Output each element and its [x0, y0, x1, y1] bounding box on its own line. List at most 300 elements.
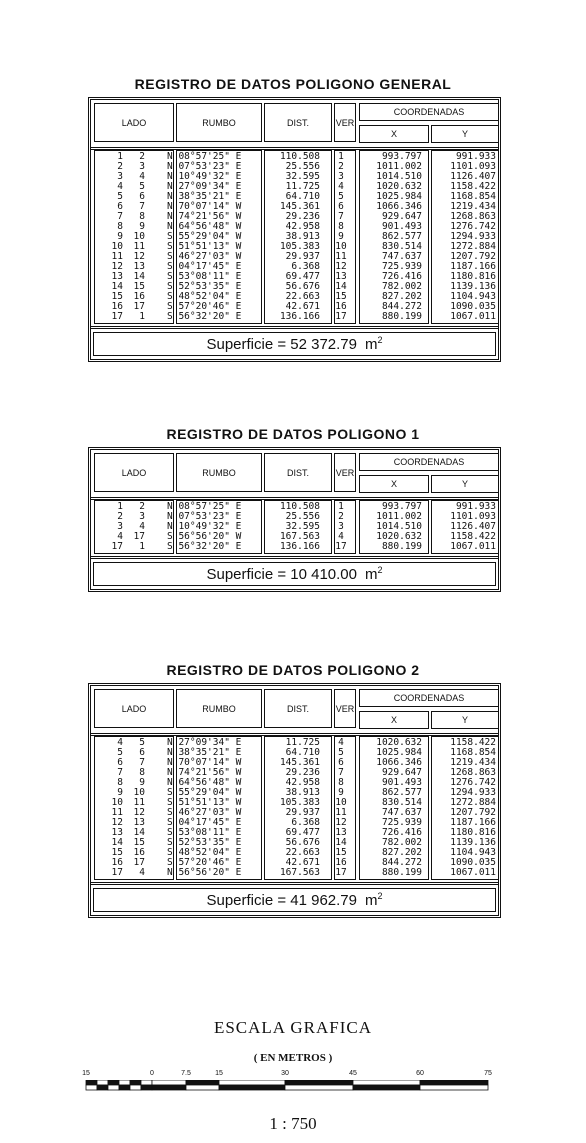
cell-coord-x: 1014.510 [376, 171, 422, 182]
cell-lado-from: 17 [111, 311, 123, 322]
cell-dist: 29.236 [285, 211, 320, 222]
cell-ver: 17 [335, 541, 347, 552]
cell-lado-from: 16 [111, 857, 123, 868]
table-header [91, 686, 498, 736]
cell-ver: 5 [338, 191, 344, 202]
cell-rumbo: N 70°07'14" W [167, 757, 242, 768]
cell-dist: 64.710 [285, 747, 320, 758]
header-y: Y [431, 711, 499, 729]
scale-segment [97, 1085, 108, 1090]
scale-tick-label: 15 [215, 1070, 223, 1077]
cell-lado-to: 13 [133, 261, 145, 272]
cell-lado-from: 5 [117, 747, 123, 758]
cell-ver: 5 [338, 747, 344, 758]
cell-ver: 11 [335, 807, 347, 818]
cell-lado-from: 14 [111, 281, 123, 292]
cell-coord-y: 1187.166 [450, 817, 496, 828]
header-lado: LADO [94, 453, 174, 492]
superficie-value: Superficie = 52 372.79 [206, 336, 357, 353]
scale-tick-label: 45 [349, 1070, 357, 1077]
cell-lado-from: 1 [117, 151, 123, 162]
cell-lado-to: 13 [133, 817, 145, 828]
cell-rumbo: S 46°27'03" W [167, 807, 242, 818]
cell-coord-y: 1268.863 [450, 767, 496, 778]
header-rumbo: RUMBO [176, 453, 262, 492]
header-y: Y [431, 475, 499, 493]
cell-lado-from: 12 [111, 817, 123, 828]
cell-rumbo: S 51°51'13" W [167, 797, 242, 808]
scale-tick-label: 30 [281, 1070, 289, 1077]
cell-ver: 6 [338, 757, 344, 768]
cell-dist: 29.937 [285, 251, 320, 262]
cell-lado-from: 15 [111, 291, 123, 302]
cell-coord-y: 1294.933 [450, 787, 496, 798]
cell-dist: 110.508 [279, 151, 320, 162]
cell-rumbo: N 74°21'56" W [167, 211, 242, 222]
scale-tick-label: 7.5 [181, 1070, 191, 1077]
cell-dist: 105.383 [279, 241, 320, 252]
cell-coord-x: 827.202 [381, 291, 422, 302]
cell-dist: 42.671 [285, 857, 320, 868]
cell-ver: 2 [338, 161, 344, 172]
cell-coord-y: 1126.407 [450, 171, 496, 182]
cell-dist: 64.710 [285, 191, 320, 202]
cell-lado-to: 9 [139, 221, 145, 232]
cell-rumbo: S 46°27'03" W [167, 251, 242, 262]
cell-coord-y: 1294.933 [450, 231, 496, 242]
cell-ver: 15 [335, 291, 347, 302]
cell-lado-to: 3 [139, 161, 145, 172]
cell-lado-from: 3 [117, 171, 123, 182]
cell-rumbo: S 53°08'11" E [167, 827, 242, 838]
cell-lado-to: 8 [139, 211, 145, 222]
cell-coord-x: 929.647 [381, 767, 422, 778]
superficie-unit: m [365, 566, 378, 583]
cell-lado-to: 14 [133, 827, 145, 838]
cell-ver: 16 [335, 301, 347, 312]
cell-ver: 9 [338, 231, 344, 242]
cell-lado-from: 17 [111, 541, 123, 552]
cell-ver: 3 [338, 521, 344, 532]
cell-rumbo: N 07°53'23" E [167, 161, 242, 172]
cell-lado-to: 5 [139, 737, 145, 748]
cell-lado-to: 17 [133, 857, 145, 868]
cell-lado-to: 14 [133, 271, 145, 282]
cell-dist: 32.595 [285, 521, 320, 532]
superficie-row [91, 329, 498, 359]
cell-dist: 29.937 [285, 807, 320, 818]
cell-dist: 145.361 [279, 201, 320, 212]
superficie-value: Superficie = 41 962.79 [206, 892, 357, 909]
header-y: Y [431, 125, 499, 143]
table-title: REGISTRO DE DATOS POLIGONO 1 [166, 426, 420, 442]
cell-lado-from: 10 [111, 797, 123, 808]
scale-segment [130, 1085, 141, 1090]
cell-coord-x: 1020.632 [376, 737, 422, 748]
scale-segment [219, 1085, 285, 1090]
cell-lado-from: 11 [111, 807, 123, 818]
cell-coord-y: 1158.422 [450, 531, 496, 542]
cell-rumbo: N 10°49'32" E [167, 521, 242, 532]
cell-coord-y: 1219.434 [450, 757, 496, 768]
cell-ver: 7 [338, 767, 344, 778]
cell-coord-x: 830.514 [381, 797, 422, 808]
cell-coord-y: 1101.093 [450, 511, 496, 522]
header-x: X [359, 475, 429, 493]
scale-segment [420, 1085, 488, 1090]
scale-segment [108, 1080, 119, 1085]
cell-coord-x: 901.493 [381, 221, 422, 232]
table-header [91, 100, 498, 150]
cell-lado-to: 15 [133, 837, 145, 848]
cell-lado-from: 17 [111, 867, 123, 878]
superficie-unit: m [365, 336, 378, 353]
cell-lado-to: 11 [133, 797, 145, 808]
cell-dist: 56.676 [285, 837, 320, 848]
cell-coord-y: 1272.884 [450, 241, 496, 252]
header-ver: VER [334, 689, 356, 728]
scale-segment [285, 1085, 353, 1090]
cell-coord-x: 782.002 [381, 281, 422, 292]
cell-rumbo: S 55°29'04" W [167, 231, 242, 242]
cell-coord-y: 1090.035 [450, 301, 496, 312]
cell-rumbo: N 08°57'25" E [167, 501, 242, 512]
scale-segment [353, 1080, 420, 1085]
cell-rumbo: S 53°08'11" E [167, 271, 242, 282]
cell-ver: 17 [335, 311, 347, 322]
cell-coord-y: 1158.422 [450, 181, 496, 192]
cell-dist: 145.361 [279, 757, 320, 768]
cell-ver: 4 [338, 531, 344, 542]
scale-segment [119, 1080, 130, 1085]
cell-dist: 105.383 [279, 797, 320, 808]
superficie-unit-exponent: 2 [377, 565, 383, 575]
cell-coord-y: 1101.093 [450, 161, 496, 172]
cell-lado-to: 4 [139, 867, 145, 878]
cell-dist: 167.563 [279, 531, 320, 542]
scale-tick-label: 15 [82, 1070, 90, 1077]
cell-lado-from: 3 [117, 521, 123, 532]
cell-dist: 56.676 [285, 281, 320, 292]
header-ver: VER [334, 103, 356, 142]
cell-lado-from: 15 [111, 847, 123, 858]
cell-lado-to: 4 [139, 521, 145, 532]
cell-lado-to: 2 [139, 151, 145, 162]
cell-lado-from: 10 [111, 241, 123, 252]
cell-coord-x: 1066.346 [376, 201, 422, 212]
cell-coord-y: 1139.136 [450, 281, 496, 292]
cell-coord-x: 1025.984 [376, 191, 422, 202]
cell-rumbo: S 57°20'46" E [167, 301, 242, 312]
cell-rumbo: S 52°53'35" E [167, 281, 242, 292]
cell-lado-to: 5 [139, 181, 145, 192]
cell-coord-x: 747.637 [381, 251, 422, 262]
cell-lado-to: 10 [133, 231, 145, 242]
cell-ver: 10 [335, 797, 347, 808]
cell-dist: 110.508 [279, 501, 320, 512]
scale-segment [152, 1085, 186, 1090]
cell-coord-x: 901.493 [381, 777, 422, 788]
cell-dist: 29.236 [285, 767, 320, 778]
superficie-unit: m [365, 892, 378, 909]
cell-dist: 22.663 [285, 847, 320, 858]
cell-coord-x: 862.577 [381, 787, 422, 798]
cell-coord-y: 1126.407 [450, 521, 496, 532]
cell-ver: 17 [335, 867, 347, 878]
scale-segment [97, 1080, 108, 1085]
cell-coord-y: 1268.863 [450, 211, 496, 222]
cell-coord-x: 1025.984 [376, 747, 422, 758]
cell-rumbo: S 57°20'46" E [167, 857, 242, 868]
header-x: X [359, 125, 429, 143]
scale-segment [130, 1080, 141, 1085]
data-table [88, 683, 501, 918]
cell-rumbo: S 48°52'04" E [167, 291, 242, 302]
scale-bar [0, 1080, 586, 1100]
cell-dist: 69.477 [285, 271, 320, 282]
superficie-row [91, 885, 498, 915]
cell-lado-from: 14 [111, 837, 123, 848]
cell-ver: 16 [335, 857, 347, 868]
cell-lado-to: 16 [133, 291, 145, 302]
table-row [91, 312, 498, 322]
cell-lado-to: 1 [139, 311, 145, 322]
header-coordenadas: COORDENADAS [359, 689, 499, 707]
cell-lado-to: 10 [133, 787, 145, 798]
scale-segment [141, 1080, 152, 1085]
scale-subtitle: ( EN METROS ) [253, 1052, 333, 1064]
cell-lado-to: 6 [139, 747, 145, 758]
cell-ver: 2 [338, 511, 344, 522]
cell-coord-x: 880.199 [381, 867, 422, 878]
cell-coord-x: 747.637 [381, 807, 422, 818]
cell-lado-from: 1 [117, 501, 123, 512]
header-coordenadas: COORDENADAS [359, 103, 499, 121]
cell-lado-to: 1 [139, 541, 145, 552]
superficie-unit-exponent: 2 [377, 891, 383, 901]
cell-coord-x: 880.199 [381, 541, 422, 552]
cell-lado-from: 9 [117, 231, 123, 242]
scale-segment [108, 1085, 119, 1090]
cell-dist: 42.958 [285, 777, 320, 788]
cell-coord-x: 1020.632 [376, 531, 422, 542]
cell-coord-x: 1014.510 [376, 521, 422, 532]
cell-rumbo: N 56°56'20" E [167, 867, 242, 878]
header-ver: VER [334, 453, 356, 492]
cell-rumbo: N 07°53'23" E [167, 511, 242, 522]
cell-lado-from: 4 [117, 531, 123, 542]
cell-ver: 11 [335, 251, 347, 262]
cell-coord-y: 1139.136 [450, 837, 496, 848]
cell-lado-from: 4 [117, 737, 123, 748]
cell-rumbo: N 38°35'21" E [167, 747, 242, 758]
cell-coord-y: 1090.035 [450, 857, 496, 868]
scale-segment [86, 1080, 97, 1085]
cell-rumbo: S 56°32'20" E [167, 311, 242, 322]
cell-ver: 9 [338, 787, 344, 798]
header-lado: LADO [94, 103, 174, 142]
scale-segment [186, 1080, 219, 1085]
cell-rumbo: S 56°32'20" E [167, 541, 242, 552]
data-table [88, 97, 501, 362]
cell-lado-to: 9 [139, 777, 145, 788]
cell-coord-y: 1104.943 [450, 291, 496, 302]
cell-dist: 32.595 [285, 171, 320, 182]
cell-lado-to: 2 [139, 501, 145, 512]
cell-coord-y: 991.933 [455, 501, 496, 512]
cell-lado-to: 7 [139, 757, 145, 768]
header-rumbo: RUMBO [176, 103, 262, 142]
cell-coord-x: 1066.346 [376, 757, 422, 768]
cell-coord-x: 782.002 [381, 837, 422, 848]
cell-coord-x: 844.272 [381, 857, 422, 868]
cell-ver: 1 [338, 151, 344, 162]
cell-coord-y: 1276.742 [450, 221, 496, 232]
superficie-value: Superficie = 10 410.00 [206, 566, 357, 583]
cell-ver: 15 [335, 847, 347, 858]
cell-dist: 136.166 [279, 541, 320, 552]
cell-coord-x: 726.416 [381, 271, 422, 282]
scale-title: ESCALA GRAFICA [213, 1018, 373, 1037]
cell-rumbo: N 38°35'21" E [167, 191, 242, 202]
header-dist: DIST. [264, 103, 332, 142]
cell-lado-from: 2 [117, 511, 123, 522]
cell-lado-to: 7 [139, 201, 145, 212]
cell-lado-to: 11 [133, 241, 145, 252]
cell-ver: 12 [335, 261, 347, 272]
cell-coord-y: 1180.816 [450, 271, 496, 282]
cell-rumbo: S 56°56'20" W [167, 531, 242, 542]
table-row [91, 542, 498, 552]
cell-lado-to: 12 [133, 807, 145, 818]
cell-ver: 6 [338, 201, 344, 212]
cell-lado-from: 6 [117, 757, 123, 768]
scale-segment [119, 1085, 130, 1090]
cell-coord-x: 1020.632 [376, 181, 422, 192]
cell-lado-from: 5 [117, 191, 123, 202]
cell-ver: 10 [335, 241, 347, 252]
table-title: REGISTRO DE DATOS POLIGONO GENERAL [134, 76, 452, 92]
cell-coord-y: 1207.792 [450, 251, 496, 262]
cell-lado-from: 7 [117, 211, 123, 222]
cell-coord-y: 1067.011 [450, 541, 496, 552]
superficie-row [91, 559, 498, 589]
cell-coord-y: 991.933 [455, 151, 496, 162]
cell-lado-from: 11 [111, 251, 123, 262]
cell-coord-y: 1276.742 [450, 777, 496, 788]
cell-coord-x: 725.939 [381, 817, 422, 828]
cell-rumbo: N 27°09'34" E [167, 737, 242, 748]
cell-coord-x: 726.416 [381, 827, 422, 838]
cell-dist: 136.166 [279, 311, 320, 322]
cell-dist: 11.725 [285, 181, 320, 192]
cell-ver: 8 [338, 221, 344, 232]
cell-rumbo: S 04°17'45" E [167, 261, 242, 272]
cell-ver: 13 [335, 271, 347, 282]
cell-coord-y: 1187.166 [450, 261, 496, 272]
cell-lado-from: 16 [111, 301, 123, 312]
header-rumbo: RUMBO [176, 689, 262, 728]
cell-rumbo: N 64°56'48" W [167, 221, 242, 232]
cell-dist: 38.913 [285, 231, 320, 242]
cell-dist: 6.368 [291, 817, 320, 828]
scale-segment [186, 1085, 219, 1090]
cell-lado-from: 9 [117, 787, 123, 798]
cell-dist: 22.663 [285, 291, 320, 302]
cell-rumbo: S 55°29'04" W [167, 787, 242, 798]
scale-segment [219, 1080, 285, 1085]
cell-rumbo: N 74°21'56" W [167, 767, 242, 778]
scale-tick-label: 60 [416, 1070, 424, 1077]
cell-lado-from: 12 [111, 261, 123, 272]
scale-segment [285, 1080, 353, 1085]
cell-ver: 4 [338, 181, 344, 192]
table-body [91, 150, 498, 329]
cell-dist: 42.671 [285, 301, 320, 312]
cell-dist: 11.725 [285, 737, 320, 748]
cell-ver: 1 [338, 501, 344, 512]
cell-rumbo: N 70°07'14" W [167, 201, 242, 212]
cell-dist: 69.477 [285, 827, 320, 838]
cell-dist: 42.958 [285, 221, 320, 232]
scale-segment [152, 1080, 186, 1085]
cell-coord-x: 725.939 [381, 261, 422, 272]
scale-tick-label: 0 [150, 1070, 154, 1077]
cell-ver: 4 [338, 737, 344, 748]
cell-coord-y: 1168.854 [450, 191, 496, 202]
cell-coord-x: 1011.002 [376, 161, 422, 172]
cell-coord-y: 1207.792 [450, 807, 496, 818]
cell-coord-x: 993.797 [381, 151, 422, 162]
cell-lado-to: 6 [139, 191, 145, 202]
cell-lado-from: 7 [117, 767, 123, 778]
scale-ratio: 1 : 750 [269, 1114, 317, 1133]
cell-ver: 7 [338, 211, 344, 222]
cell-coord-y: 1067.011 [450, 311, 496, 322]
header-coordenadas: COORDENADAS [359, 453, 499, 471]
cell-coord-y: 1158.422 [450, 737, 496, 748]
cell-lado-from: 2 [117, 161, 123, 172]
cell-ver: 8 [338, 777, 344, 788]
cell-lado-to: 17 [133, 531, 145, 542]
cell-coord-x: 880.199 [381, 311, 422, 322]
cell-coord-x: 862.577 [381, 231, 422, 242]
cell-coord-x: 993.797 [381, 501, 422, 512]
cell-rumbo: N 08°57'25" E [167, 151, 242, 162]
cell-coord-x: 844.272 [381, 301, 422, 312]
scale-segment [86, 1085, 97, 1090]
cell-dist: 6.368 [291, 261, 320, 272]
cell-rumbo: N 64°56'48" W [167, 777, 242, 788]
table-title: REGISTRO DE DATOS POLIGONO 2 [166, 662, 420, 678]
cell-rumbo: S 52°53'35" E [167, 837, 242, 848]
cell-ver: 14 [335, 281, 347, 292]
cell-ver: 14 [335, 837, 347, 848]
cell-lado-to: 4 [139, 171, 145, 182]
cell-lado-from: 8 [117, 777, 123, 788]
cell-coord-y: 1219.434 [450, 201, 496, 212]
header-lado: LADO [94, 689, 174, 728]
cell-lado-from: 4 [117, 181, 123, 192]
cell-dist: 167.563 [279, 867, 320, 878]
cell-rumbo: S 04°17'45" E [167, 817, 242, 828]
scale-segment [353, 1085, 420, 1090]
header-dist: DIST. [264, 689, 332, 728]
cell-coord-y: 1067.011 [450, 867, 496, 878]
cell-dist: 25.556 [285, 161, 320, 172]
superficie-unit-exponent: 2 [377, 335, 383, 345]
scale-segment [141, 1085, 152, 1090]
